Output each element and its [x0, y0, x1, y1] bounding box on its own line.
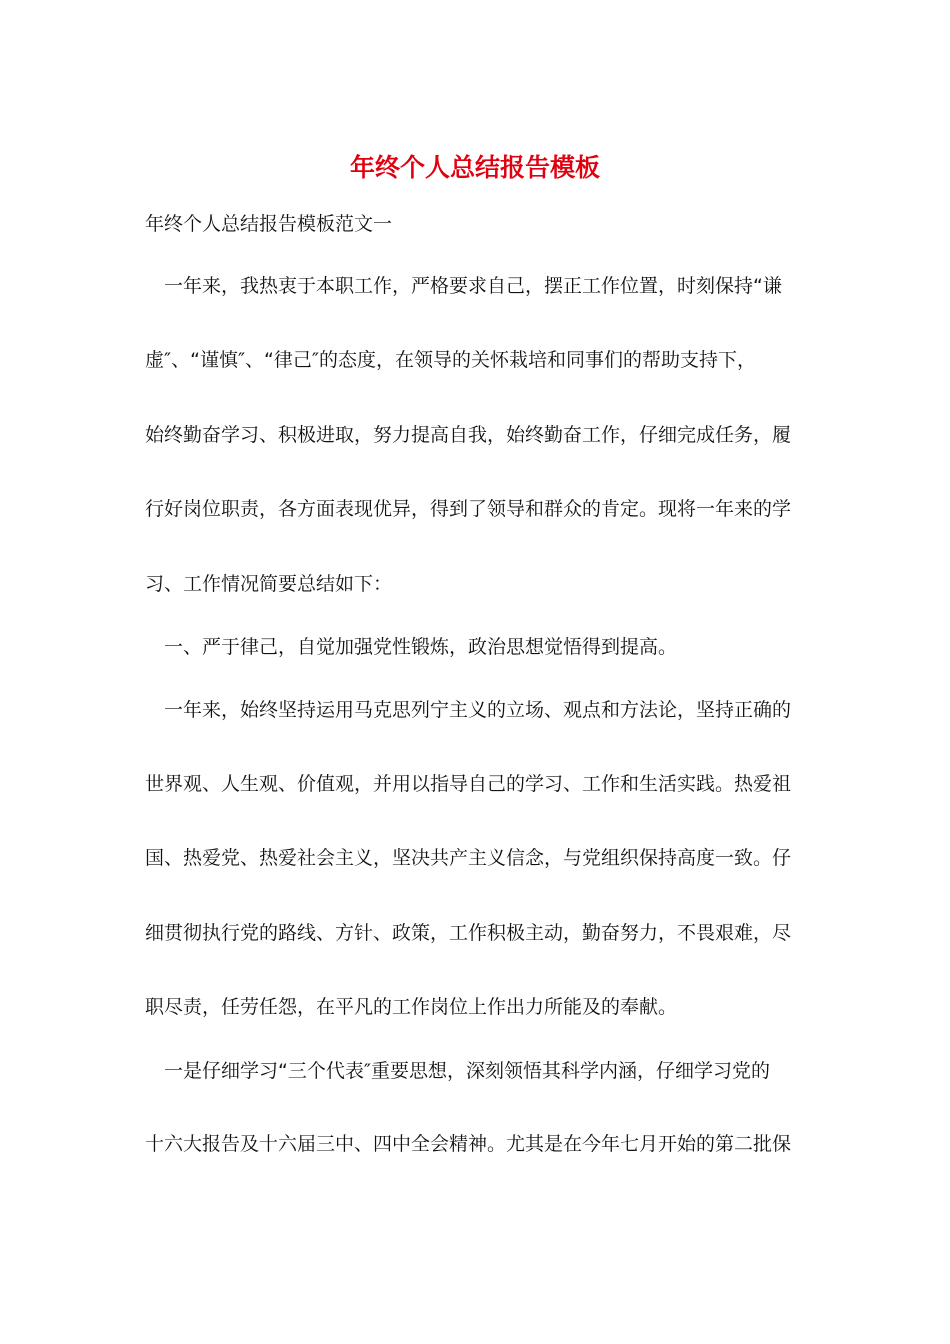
document-title: 年终个人总结报告模板 — [349, 153, 600, 182]
paragraph-line: 始终勤奋学习、积极进取，努力提高自我，始终勤奋工作，仔细完成任务，履 — [145, 424, 792, 446]
paragraph-line: 虚″、“谨慎″、“律己″的态度，在领导的关怀栽培和同事们的帮助支持下， — [145, 349, 756, 371]
paragraph-line: 一年来，始终坚持运用马克思列宁主义的立场、观点和方法论，坚持正确的 — [164, 699, 792, 721]
paragraph-line: 细贯彻执行党的路线、方针、政策，工作积极主动，勤奋努力，不畏艰难，尽 — [145, 922, 792, 944]
paragraph-line: 职尽责，任劳任怨，在平凡的工作岗位上作出力所能及的奉献。 — [145, 996, 678, 1018]
subtitle-line: 年终个人总结报告模板范文一 — [145, 213, 393, 235]
paragraph-line: 行好岗位职责，各方面表现优异，得到了领导和群众的肯定。现将一年来的学 — [145, 498, 792, 520]
paragraph-line: 十六大报告及十六届三中、四中全会精神。尤其是在今年七月开始的第二批保 — [145, 1133, 792, 1155]
section-heading: 一、严于律己，自觉加强党性锻炼，政治思想觉悟得到提高。 — [164, 636, 678, 658]
paragraph-line: 一是仔细学习“三个代表″重要思想，深刻领悟其科学内涵，仔细学习党的 — [164, 1060, 770, 1082]
paragraph-line: 国、热爱党、热爱社会主义，坚决共产主义信念，与党组织保持高度一致。仔 — [145, 847, 792, 869]
paragraph-line: 世界观、人生观、价值观，并用以指导自己的学习、工作和生活实践。热爱祖 — [145, 773, 792, 795]
paragraph-line: 习、工作情况简要总结如下： — [145, 573, 393, 595]
paragraph-line: 一年来，我热衷于本职工作，严格要求自己，摆正工作位置，时刻保持“谦 — [164, 275, 782, 297]
